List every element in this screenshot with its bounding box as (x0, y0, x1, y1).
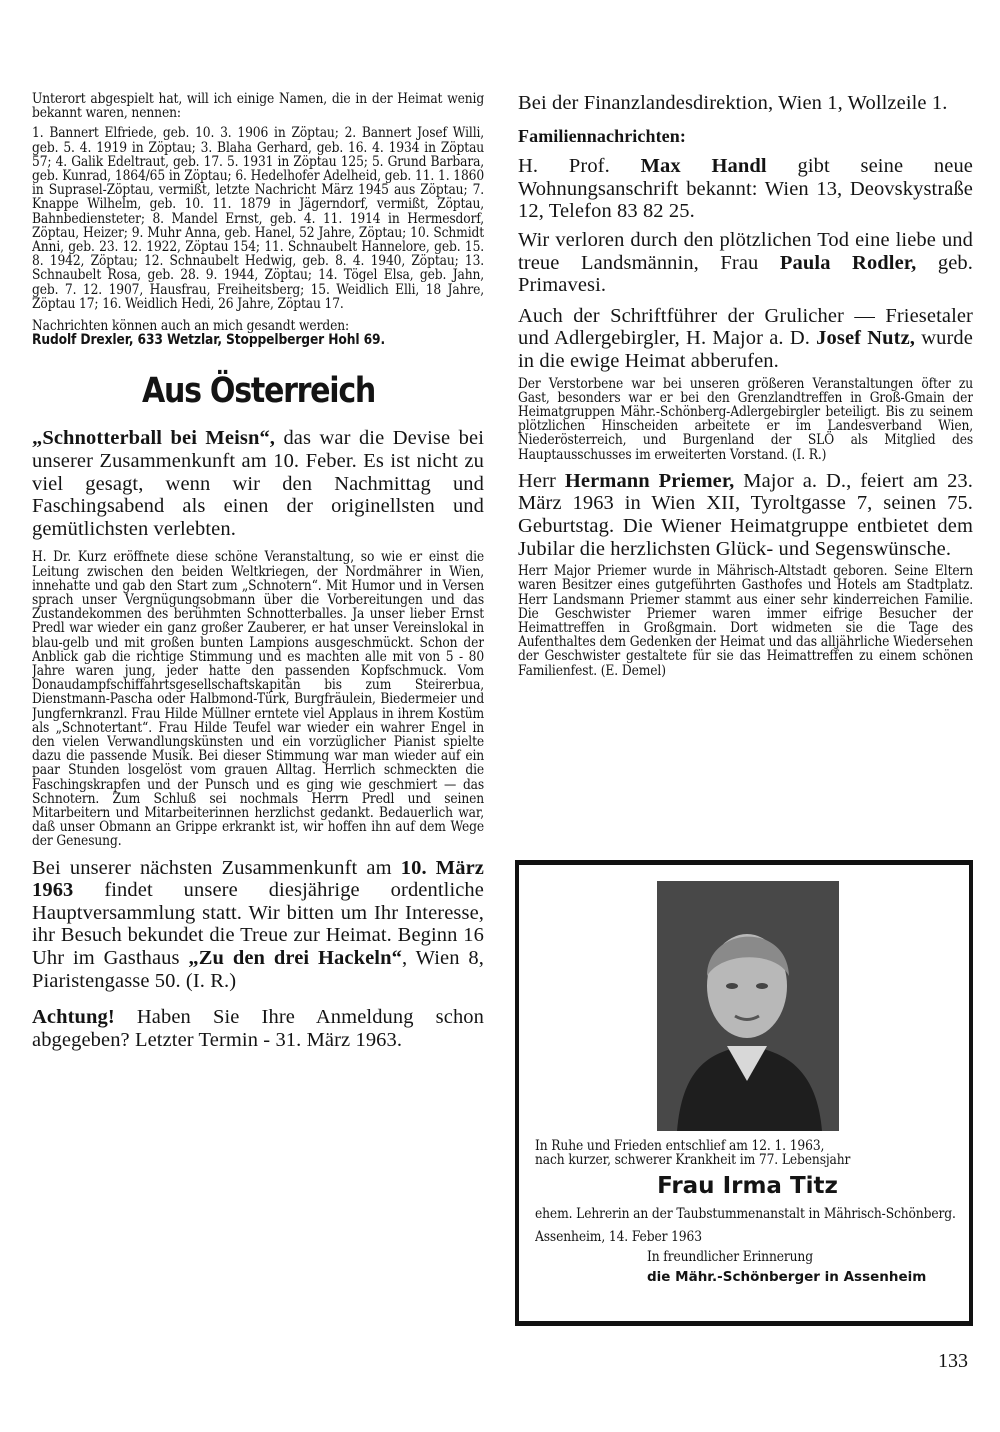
portrait-photo (657, 881, 839, 1131)
text-segment: Herr (518, 469, 565, 492)
text-segment: H. Prof. (518, 155, 641, 178)
left-column (32, 92, 484, 1051)
names-list (32, 126, 484, 311)
contact-text: Nachrichten können auch an mich gesandt werden: (32, 319, 350, 335)
obituary-text (535, 1139, 960, 1285)
text-segment: das war die Devise bei unserer Zusammenkunft am 10. Feber. Es ist nicht zu viel gesagt, wenn wir den Nachmittag und Faschingsabend als einen der originellsten und gemütlichsten verlebten. (32, 427, 484, 540)
obituary-line-1: In Ruhe und Frieden entschlief am 12. 1. 1963, (535, 1139, 825, 1154)
bold-text-segment: „Schnotterball bei Meisn“, (32, 427, 276, 450)
nutz-detail-text: Der Verstorbene war bei unseren größeren Veranstaltungen öfter zu Gast, besonders war er bei den Grenzlandtreffen in Groß-Gmain der Heimatgruppen Mähr.-Schönberg-Adlergebirgler beteiligt. Bis zu seinem plötzlichen Hinscheiden arbeitete er im Landesverband Wien, Niederösterreich, und Burgenland der SLÖ als Mitglied des Hauptausschusses im erweiterten Vorstand. (I. R.) (518, 376, 973, 462)
section-heading-wrapper (32, 369, 484, 417)
section-heading: Aus Österreich (141, 371, 375, 412)
obituary-closing-text: In freundlicher Erinnerung (647, 1249, 813, 1265)
obituary-signature: die Mähr.-Schönberger in Assenheim (647, 1269, 927, 1286)
nutz-detail (518, 377, 973, 462)
obituary-place-date-text: Assenheim, 14. Feber 1963 (535, 1229, 702, 1244)
achtung-paragraph (32, 1006, 484, 1051)
text-segment: Wir verloren durch den plötzlichen Tod eine liebe und treue Landsmännin, Frau (518, 228, 973, 274)
priemer-detail-text: Herr Major Priemer wurde in Mährisch-Altstadt geboren. Seine Eltern waren Besitzer eines gutgeführten Gasthofes und Hotels am Stadtplatz. Herr Landsmann Priemer stammt aus einer sehr kinderreichen Familie. Die Geschwister Priemer waren immer eifrige Besucher der Heimattreffen in Großgmain. Dort widmeten sie die Tage des Aufenthaltes dem Gedenken der Heimat und das alljährliche Wiedersehen der Geschwister gestaltete für sie das Heimattreffen zu einem schönen Familienfest. (E. Demel) (518, 564, 973, 678)
text-segment: Haben Sie Ihre Anmeldung schon abgegeben? Letzter Termin - 31. März 1963. (32, 1006, 484, 1051)
bold-text-segment: 10. März 1963 (32, 856, 484, 902)
bold-text-segment: Max Handl (640, 155, 767, 178)
text-segment: geb. Primavesi. (518, 251, 973, 297)
obituary-role (535, 1207, 960, 1221)
obituary-place-date (535, 1230, 960, 1244)
text-segment: Bei unserer nächsten Zusammenkunft am (32, 856, 401, 879)
names-list-text: 1. Bannert Elfriede, geb. 10. 3. 1906 in Zöptau; 2. Bannert Josef Willi, geb. 5. 4. 1919 in Zöptau; 3. Blaha Gerhard, geb. 16. 4. 1934 in Zöptau 57; 4. Galik Edeltraut, geb. 17. 5. 1931 in Zöptau 125; 5. Grund Barbara, geb. Kunrad, 1864/65 in Zöptau; 6. Hedelhofer Adelheid, geb. 11. 1. 1860 in Suprasel-Zöptau, vermißt, letzte Nachricht März 1945 aus Zöptau; 7. Knappe Wilhelm, geb. 10. 11. 1879 in Jägerndorf, vermißt, Zöptau, Bahnbediensteter; 8. Mandel Ernst, geb. 4. 11. 1914 in Hermesdorf, Zöptau, Heizer; 9. Muhr Anna, geb. Hanel, 52 Jahre, Zöptau; 10. Schmidt Anni, geb. 23. 12. 1922, Zöptau 154; 11. Schnaubelt Hannelore, geb. 15. 8. 1942, Zöptau; 12. Schnaubelt Hedwig, geb. 8. 4. 1940, Zöptau; 13. Schnaubelt Rosa, geb. 28. 9. 1944, Zöptau; 14. Tögel Elsa, geb. Jahn, geb. 7. 12. 1907, Hausfrau, Freiheitsberg; 15. Weidlich Elli, 18 Jahre, Zöptau 17; 16. Weidlich Hedi, 26 Jahre, Zöptau 17. (32, 126, 484, 312)
intro-text: Unterort abgespielt hat, will ich einige Namen, die in der Heimat wenig bekannt waren, nennen: (32, 92, 484, 121)
obituary-line-2: nach kurzer, schwerer Krankheit im 77. Lebensjahr (535, 1152, 851, 1168)
bold-text-segment: Paula Rodler, (779, 251, 917, 274)
right-column (518, 92, 973, 678)
nutz-paragraph (518, 305, 973, 373)
bold-text-segment: „Zu den drei Hackeln“ (188, 947, 402, 970)
bold-text-segment: Josef Nutz, (816, 327, 916, 350)
obituary-name: Frau Irma Titz (657, 1173, 838, 1200)
bold-text-segment: Hermann Priemer, (564, 469, 735, 492)
finanz-paragraph: Bei der Finanzlandesdirektion, Wien 1, Wollzeile 1. (518, 92, 948, 114)
text-segment: , Wien 8, Piaristengasse 50. (I. R.) (32, 947, 484, 992)
intro-paragraph (32, 92, 484, 120)
obituary-intro (535, 1139, 960, 1167)
priemer-paragraph (518, 470, 973, 560)
schnotterball-paragraph (32, 427, 484, 540)
text-segment: Auch der Schriftführer der Grulicher — Friesetaler und Adlergebirgler, H. Major a. D. (518, 304, 973, 350)
page-number: 133 (938, 1350, 968, 1372)
text-segment: wurde in die ewige Heimat abberufen. (518, 327, 973, 372)
text-segment: findet unsere diesjährige ordentliche Hauptversammlung statt. Wir bitten um Ihr Interesse, ihr Besuch bekundet die Treue zur Heimat. Beginn 16 Uhr im Gasthaus (32, 879, 484, 970)
contact-paragraph (32, 319, 484, 347)
event-report (32, 550, 484, 848)
text-segment: Major a. D., feiert am 23. März 1963 in Wien XII, Tyroltgasse 7, seinen 75. Geburtstag. Die Wiener Heimatgruppe entbietet dem Jubilar die herzlichsten Glück- und Segenswünsche. (518, 469, 973, 560)
obituary-box (515, 860, 973, 1326)
handl-paragraph (518, 155, 973, 223)
text-segment: gibt seine neue Wohnungsanschrift bekannt: Wien 13, Deovskystraße 12, Telefon 83 82 25. (518, 155, 973, 223)
priemer-detail (518, 564, 973, 678)
contact-address: Rudolf Drexler, 633 Wetzlar, Stoppelberger Hohl 69. (32, 332, 385, 348)
portrait-image (657, 881, 839, 1131)
next-meeting-paragraph (32, 857, 484, 993)
event-report-text: H. Dr. Kurz eröffnete diese schöne Veranstaltung, so wie er einst die Leitung zwischen den beiden Weltkriegen, der Nordmährer in Wien, innehatte und gab den Start zum „Schnotern“. Mit Humor und in Versen sprach unser Vergnügungsobmann über die Vorbereitungen und das Zustandekommen des berühmten Schnotterballes. Ja unser lieber Ernst Predl war wieder ein ganz großer Zauberer, er hat unser Vereinslokal in blau-gelb und mit großen bunten Lampions ausgeschmückt. Schon der Anblick gab die richtige Stimmung und es machten alle mit von 5 - 80 Jahre waren jung, jeder hatte den passenden Kopfschmuck. Vom Donaudampfschiffahrtsgesellschaftskapitän bis zum Steirerbua, Dienstmann-Pascha oder Halbmond-Türk, Burgfräulein, Biedermeier und Jungfernkranzl. Frau Hilde Müllner erntete viel Applaus in ihrem Kostüm als „Schnotertant“. Frau Hilde Teufel war wieder ein wahrer Engel in den vielen Verwandlungskünsten und ein vorzüglicher Pianist spielte dazu die passende Musik. Bei dieser Stimmung war man wieder auf ein paar Stunden losgelöst vom grauen Alltag. Herrlich schmeckten die Faschingskrapfen und der Punsch und es ging wie geschmiert — das Schnotern. Zum Schluß sei nochmals Herrn Predl und seinen Mitarbeitern und Mitarbeiterinnen herzlichst gedankt. Bedauerlich war, daß unser Obmann an Grippe erkrankt ist, wir hoffen ihn auf dem Wege der Genesung. (32, 550, 484, 849)
rodler-paragraph (518, 229, 973, 297)
obituary-closing (647, 1250, 960, 1264)
family-news-heading: Familiennachrichten: (518, 125, 686, 146)
bold-text-segment: Achtung! (32, 1006, 115, 1029)
obituary-role-text: ehem. Lehrerin an der Taubstummenanstalt in Mährisch-Schönberg. (535, 1207, 956, 1222)
